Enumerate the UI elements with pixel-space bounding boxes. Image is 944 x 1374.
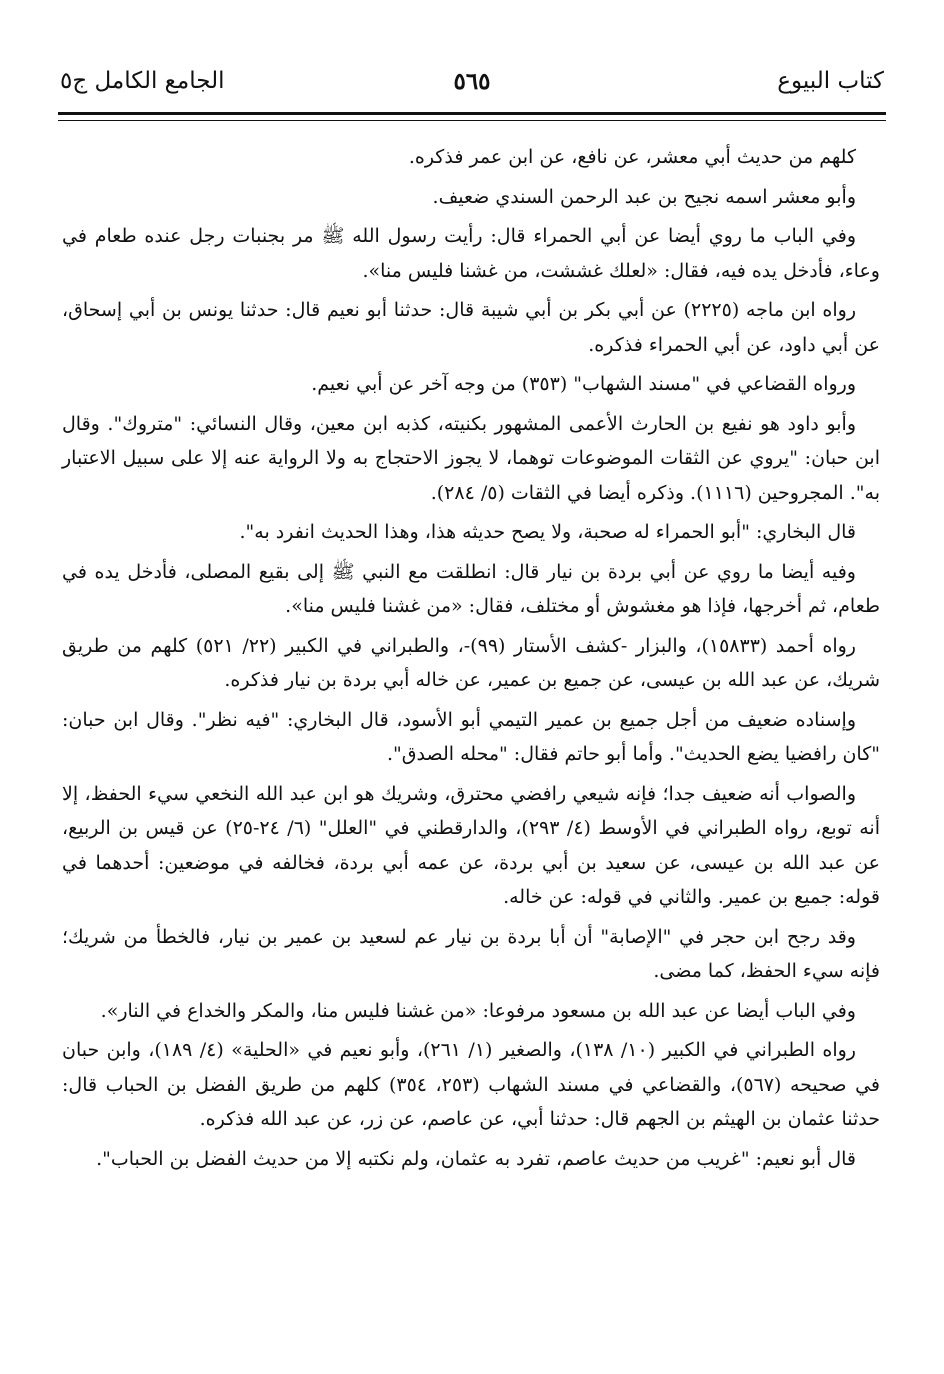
page-number: ٥٦٥ [453, 68, 491, 95]
text-body [62, 140, 880, 1181]
header-rule [58, 112, 886, 121]
paragraph-2: وأبو معشر اسمه نجيح بن عبد الرحمن السندي ضعيف. [432, 185, 856, 208]
paragraph-15: قال أبو نعيم: "غريب من حديث عاصم، تفرد به عثمان، ولم نكتبه إلا من حديث الفضل بن الحباب". [96, 1147, 856, 1170]
paragraph-3: وفي الباب ما روي أيضا عن أبي الحمراء قال: رأيت رسول الله ﷺ مر بجنبات رجل عنده طعام في وعاء، فأدخل يده فيه، فقال: «لعلك غششت، من غشنا فليس منا». [62, 225, 880, 282]
paragraph-6: وأبو داود هو نفيع بن الحارث الأعمى المشهور بكنيته، كذبه ابن معين، وقال النسائي: "متروك". وقال ابن حبان: "يروي عن الثقات الموضوعات توهما، لا يجوز الاحتجاج به ولا الرواية عنه إلا على سبيل الاعتبار به". المجروحين (١١١٦). وذكره أيضا في الثقات (٥/ ٢٨٤). [62, 412, 880, 504]
book-section-title: كتاب البيوع [777, 68, 884, 94]
paragraph-11: والصواب أنه ضعيف جدا؛ فإنه شيعي رافضي محترق، وشريك هو ابن عبد الله النخعي سيء الحفظ، إلا أنه توبع، رواه الطبراني في الأوسط (٤/ ٢٩٣)، والدارقطني في "العلل" (٦/ ٢٤-٢٥) عن قيس بن الربيع، عن عبد الله بن عيسى، عن سعيد بن أبي بردة، عن عمه أبي بردة، فخالفه في موضعين: أحدهما في قوله: جميع بن عمير. والثاني في قوله: عن خاله. [62, 782, 880, 908]
paragraph-8: وفيه أيضا ما روي عن أبي بردة بن نيار قال: انطلقت مع النبي ﷺ إلى بقيع المصلى، فأدخل يده في طعام، ثم أخرجها، فإذا هو مغشوش أو مختلف، فقال: «من غشنا فليس منا». [62, 560, 880, 617]
paragraph-14: رواه الطبراني في الكبير (١٠/ ١٣٨)، والصغير (١/ ٢٦١)، وأبو نعيم في «الحلية» (٤/ ١٨٩)، وابن حبان في صحيحه (٥٦٧)، والقضاعي في مسند الشهاب (٢٥٣، ٣٥٤) كلهم من طريق الفضل بن الحباب قال: حدثنا عثمان بن الهيثم بن الجهم قال: حدثنا أبي، عن عاصم، عن زر، عن عبد الله فذكره. [62, 1039, 880, 1130]
running-header [60, 68, 884, 112]
paragraph-13: وفي الباب أيضا عن عبد الله بن مسعود مرفوعا: «من غشنا فليس منا، والمكر والخداع في النار». [100, 999, 856, 1022]
paragraph-9: رواه أحمد (١٥٨٣٣)، والبزار -كشف الأستار (٩٩)-، والطبراني في الكبير (٢٢/ ٥٢١) كلهم من طريق شريك، عن عبد الله بن عيسى، عن جميع بن عمير، عن خاله أبي بردة بن نيار فذكره. [62, 634, 880, 691]
paragraph-12: وقد رجح ابن حجر في "الإصابة" أن أبا بردة بن نيار عم لسعيد بن عمير بن نيار، فالخطأ من شريك؛ فإنه سيء الحفظ، كما مضى. [62, 925, 880, 982]
paragraph-4: رواه ابن ماجه (٢٢٢٥) عن أبي بكر بن أبي شيبة قال: حدثنا أبو نعيم قال: حدثنا يونس بن أبي إسحاق، عن أبي داود، عن أبي الحمراء فذكره. [62, 299, 880, 356]
collection-title: الجامع الكامل ج٥ [60, 68, 225, 94]
paragraph-5: ورواه القضاعي في "مسند الشهاب" (٣٥٣) من وجه آخر عن أبي نعيم. [311, 373, 856, 395]
paragraph-7: قال البخاري: "أبو الحمراء له صحبة، ولا يصح حديثه هذا، وهذا الحديث انفرد به". [239, 521, 856, 543]
paragraph-1: كلهم من حديث أبي معشر، عن نافع، عن ابن عمر فذكره. [408, 146, 856, 168]
paragraph-10: وإسناده ضعيف من أجل جميع بن عمير التيمي أبو الأسود، قال البخاري: "فيه نظر". وقال ابن حبان: "كان رافضيا يضع الحديث". وأما أبو حاتم فقال: "محله الصدق". [62, 708, 880, 765]
